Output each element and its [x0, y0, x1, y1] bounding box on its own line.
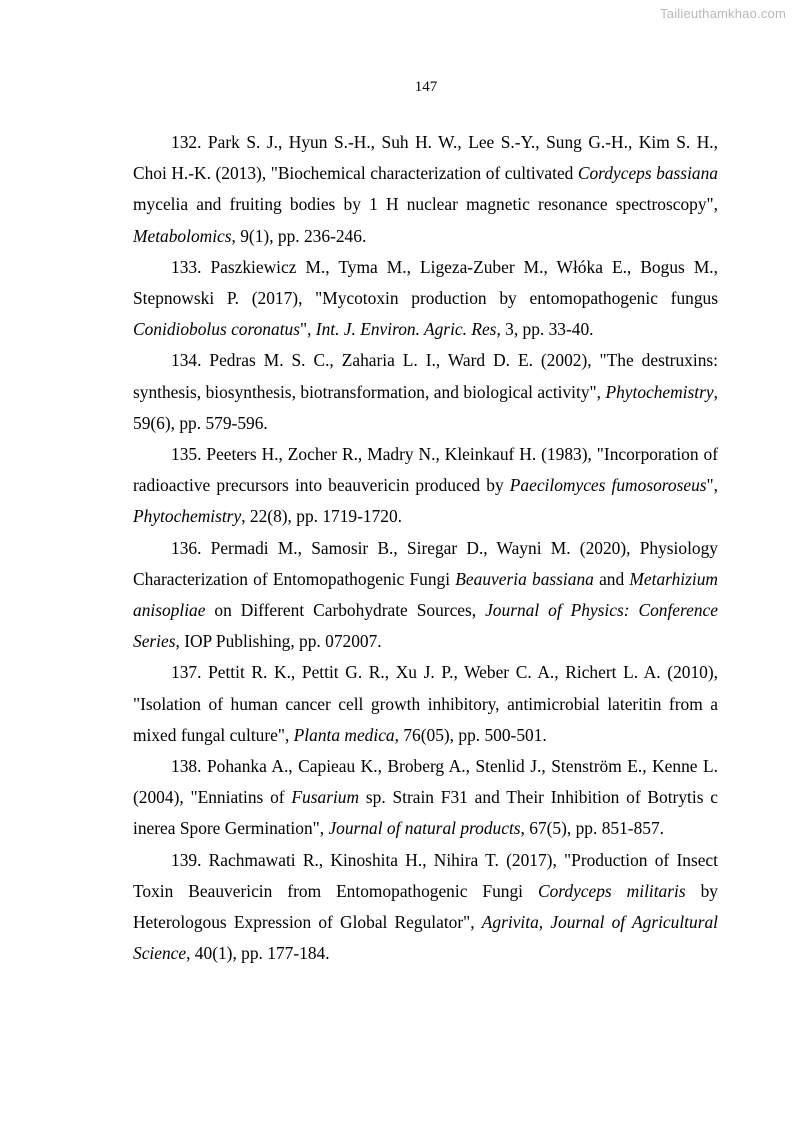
reference-text: ",: [300, 319, 316, 340]
reference-text: 139. Rachmawati R., Kinoshita H., Nihira T. (2017), "Production of Insect Toxin Beauvericin from Entomopathogenic Fungi: [133, 849, 718, 901]
reference-text: mycelia and fruiting bodies by 1 H nuclear magnetic resonance spectroscopy",: [133, 194, 718, 215]
reference-text: on Different Carbohydrate Sources,: [205, 600, 486, 621]
italic-text: Cordyceps militaris: [537, 880, 686, 901]
reference-text: 137. Pettit R. K., Pettit G. R., Xu J. P., Weber C. A., Richert L. A. (2010), "Isolation of human cancer cell growth inhibitory, antimicrobial lateritin from a mixed fungal culture",: [133, 662, 718, 745]
reference-text: , 67(5), pp. 851-857.: [520, 818, 665, 839]
italic-text: Paecilomyces fumosoroseus: [509, 475, 707, 496]
reference-item: [133, 751, 718, 845]
reference-text: , 76(05), pp. 500-501.: [394, 724, 547, 745]
italic-text: Agrivita, Journal of Agricultural Science: [133, 912, 718, 964]
italic-text: Metabolomics: [133, 225, 232, 246]
italic-text: Int. J. Environ. Agric. Res: [315, 319, 497, 340]
reference-text: , 59(6), pp. 579-596.: [133, 381, 718, 433]
reference-text: , 9(1), pp. 236-246.: [231, 225, 367, 246]
italic-text: Phytochemistry: [605, 381, 714, 402]
italic-text: Journal of natural products: [328, 818, 521, 839]
reference-text: 135. Peeters H., Zocher R., Madry N., Kleinkauf H. (1983), "Incorporation of radioactive precursors into beauvericin produced by: [133, 444, 718, 496]
reference-text: , 40(1), pp. 177-184.: [186, 943, 330, 964]
reference-text: 133. Paszkiewicz M., Tyma M., Ligeza-Zuber M., Włóka E., Bogus M., Stepnowski P. (2017), "Mycotoxin production by entomopathogenic fungus: [133, 256, 718, 309]
italic-text: Cordyceps bassiana: [577, 163, 718, 184]
reference-text: 138. Pohanka A., Capieau K., Broberg A., Stenlid J., Stenström E., Kenne L. (2004), "Enniatins of: [133, 756, 718, 808]
reference-list: [133, 127, 718, 969]
italic-text: Metarhizium anisopliae: [133, 568, 718, 621]
watermark: Tailieuthamkhao.com: [660, 6, 786, 21]
italic-text: Conidiobolus coronatus: [133, 319, 300, 340]
reference-item: [133, 345, 718, 439]
reference-item: [133, 533, 718, 658]
reference-item: [133, 657, 718, 751]
page-number: 147: [414, 79, 438, 95]
reference-item: [133, 439, 718, 533]
reference-item: [133, 252, 718, 346]
reference-text: by Heterologous Expression of Global Regulator",: [133, 880, 718, 933]
italic-text: Planta medica: [293, 724, 395, 745]
italic-text: Journal of Physics: Conference Series: [133, 600, 718, 652]
reference-text: , 22(8), pp. 1719-1720.: [241, 506, 403, 527]
italic-text: Beauveria bassiana: [455, 568, 594, 589]
reference-text: and: [593, 568, 630, 589]
reference-text: 132. Park S. J., Hyun S.-H., Suh H. W., Lee S.-Y., Sung G.-H., Kim S. H., Choi H.-K. (2013), "Biochemical characterization of cultivated: [133, 132, 718, 184]
italic-text: Fusarium: [291, 787, 360, 808]
reference-text: 134. Pedras M. S. C., Zaharia L. I., Ward D. E. (2002), "The destruxins: synthesis, biosynthesis, biotransformation, and biological activity",: [133, 350, 718, 402]
reference-item: [133, 127, 718, 252]
italic-text: Phytochemistry: [133, 506, 242, 527]
reference-text: ",: [706, 475, 718, 496]
reference-text: , 3, pp. 33-40.: [496, 319, 594, 340]
reference-text: , IOP Publishing, pp. 072007.: [175, 631, 382, 652]
reference-text: 136. Permadi M., Samosir B., Siregar D., Wayni M. (2020), Physiology Characterization of Entomopathogenic Fungi: [133, 537, 718, 589]
reference-item: [133, 845, 718, 970]
reference-text: sp. Strain F31 and Their Inhibition of Botrytis c inerea Spore Germination",: [133, 787, 719, 839]
